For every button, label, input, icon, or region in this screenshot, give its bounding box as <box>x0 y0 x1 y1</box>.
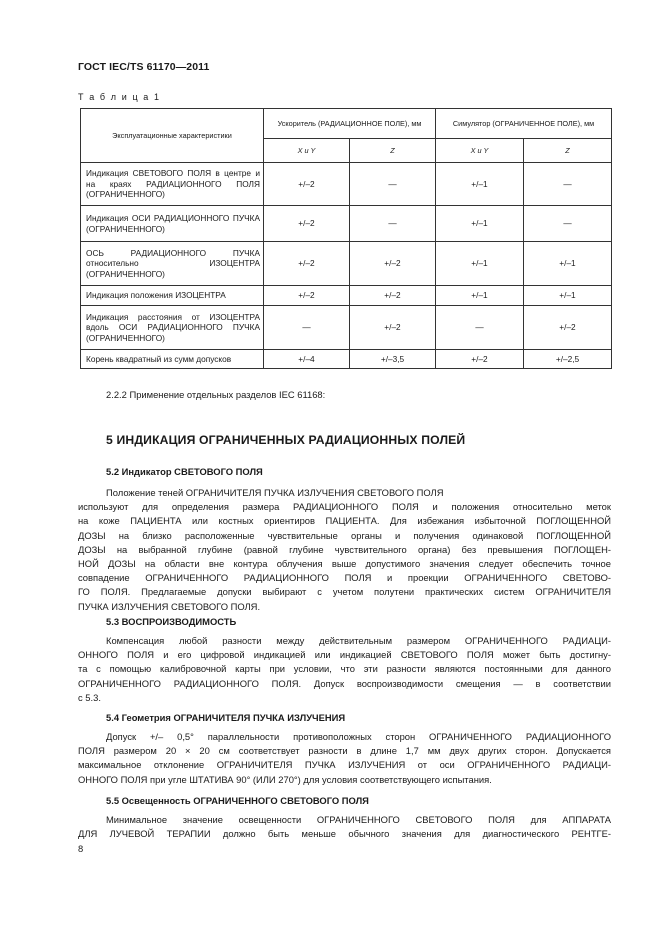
heading-5-4: 5.4 Геометрия ОГРАНИЧИТЕЛЯ ПУЧКА ИЗЛУЧЕНИЯ <box>106 712 346 723</box>
table-row <box>81 206 612 242</box>
row-label: Индикация СВЕТОВОГО ПОЛЯ в центре и на краях РАДИАЦИОННОГО ПОЛЯ (ОГРАНИЧЕННОГО) <box>81 163 264 206</box>
subheader-z: Z <box>350 139 436 163</box>
text-line: ДОЗЫ на выбранной глубине (равной глубине чувствительного органа) без превышения ПОГЛОЩЕН- <box>78 543 611 555</box>
cell-value: — <box>436 306 524 350</box>
cell-value: — <box>264 306 350 350</box>
text-line: Компенсация любой разности между действительным размером ОГРАНИЧЕННОГО РАДИАЦИ- <box>106 635 611 646</box>
table-row <box>81 350 612 369</box>
text-line: Допуск +/– 0,5° параллельности противоположных сторон ОГРАНИЧЕННОГО РАДИАЦИОННОГО <box>106 731 611 742</box>
cell-value: +/–3,5 <box>350 350 436 369</box>
text-line: Положение теней ОГРАНИЧИТЕЛЯ ПУЧКА ИЗЛУЧЕНИЯ СВЕТОВОГО ПОЛЯ <box>106 487 444 498</box>
table-row <box>81 242 612 286</box>
cell-value: +/–2 <box>436 350 524 369</box>
section-5-3-body <box>78 634 611 705</box>
cell-value: +/–2 <box>264 163 350 206</box>
cell-value: +/–4 <box>264 350 350 369</box>
cell-value: +/–1 <box>436 242 524 286</box>
cell-value: +/–1 <box>436 206 524 242</box>
section-5-5-body <box>78 813 611 841</box>
text-line: ОННОГО ПОЛЯ и его цифровой индикацией или индикацией СВЕТОВОГО ПОЛЯ может быть достигну- <box>78 649 611 661</box>
cell-value: +/–1 <box>524 286 612 306</box>
heading-5-2: 5.2 Индикатор СВЕТОВОГО ПОЛЯ <box>106 466 263 477</box>
text-line: используют для определения размера РАДИАЦИОННОГО ПОЛЯ и положения относительно меток <box>78 501 611 513</box>
row-label: ОСЬ РАДИАЦИОННОГО ПУЧКА относительно ИЗОЦЕНТРА (ОГРАНИЧЕННОГО) <box>81 242 264 286</box>
text-line: ДЛЯ ЛУЧЕВОЙ ТЕРАПИИ должно быть меньше обычного значения для диагностического РЕНТГЕ- <box>78 828 611 840</box>
text-line: та с помощью калибровочной карты при условии, что эти разности являются постоянными для данного <box>78 663 611 675</box>
section-5-2-body <box>78 486 611 614</box>
cell-value: — <box>524 163 612 206</box>
standard-header: ГОСТ IEC/TS 61170—2011 <box>78 61 210 73</box>
table-row <box>81 163 612 206</box>
row-label: Индикация расстояния от ИЗОЦЕНТРА вдоль ОСИ РАДИАЦИОННОГО ПУЧКА (ОГРАНИЧЕННОГО) <box>81 306 264 350</box>
cell-value: — <box>524 206 612 242</box>
cell-value: — <box>350 163 436 206</box>
subheader-xy: X и Y <box>436 139 524 163</box>
tolerance-table <box>80 108 612 369</box>
heading-5-3: 5.3 ВОСПРОИЗВОДИМОСТЬ <box>106 616 237 627</box>
header-characteristics: Эксплуатационные характеристики <box>81 109 264 163</box>
text-line: ПОЛЯ размером 20 × 20 см соответствует разности в длине 1,7 мм двух других сторон. Допускается <box>78 745 611 757</box>
subheader-z: Z <box>524 139 612 163</box>
text-line: ПУЧКА ИЗЛУЧЕНИЯ СВЕТОВОГО ПОЛЯ. <box>78 600 261 612</box>
heading-5-5: 5.5 Освещенность ОГРАНИЧЕННОГО СВЕТОВОГО ПОЛЯ <box>106 795 369 806</box>
cell-value: +/–1 <box>524 242 612 286</box>
cell-value: — <box>350 206 436 242</box>
table-row <box>81 306 612 350</box>
text-line: совпадение ОГРАНИЧЕННОГО РАДИАЦИОННОГО ПОЛЯ и проекции ОГРАНИЧЕННОГО СВЕТОВО- <box>78 572 611 584</box>
cell-value: +/–2,5 <box>524 350 612 369</box>
text-line: максимальное отклонение ОГРАНИЧИТЕЛЯ ПУЧКА ИЗЛУЧЕНИЯ от оси ОГРАНИЧЕННОГО РАДИАЦИ- <box>78 759 611 771</box>
header-accelerator: Ускоритель (РАДИАЦИОННОЕ ПОЛЕ), мм <box>264 109 436 139</box>
row-label: Индикация ОСИ РАДИАЦИОННОГО ПУЧКА (ОГРАНИЧЕННОГО) <box>81 206 264 242</box>
text-line: ОННОГО ПОЛЯ при угле ШТАТИВА 90° (ИЛИ 270°) для условия соответствующего испытания. <box>78 773 492 785</box>
cell-value: +/–1 <box>436 286 524 306</box>
row-label: Корень квадратный из сумм допусков <box>81 350 264 369</box>
header-simulator: Симулятор (ОГРАНИЧЕННОЕ ПОЛЕ), мм <box>436 109 612 139</box>
section-5-4-body <box>78 730 611 787</box>
text-line: на коже ПАЦИЕНТА или костных ориентиров ПАЦИЕНТА. Для избежания избыточной ПОГЛОЩЕННОЙ <box>78 515 611 527</box>
cell-value: +/–2 <box>350 286 436 306</box>
text-line: Минимальное значение освещенности ОГРАНИЧЕННОГО СВЕТОВОГО ПОЛЯ для АППАРАТА <box>106 814 611 825</box>
text-line: с 5.3. <box>78 691 101 703</box>
text-line: ДОЗЫ на близко расположенные чувствительные органы и получения одинаковой ПОГЛОЩЕННОЙ <box>78 529 611 541</box>
section-5-title: 5 ИНДИКАЦИЯ ОГРАНИЧЕННЫХ РАДИАЦИОННЫХ ПОЛЕЙ <box>106 433 466 447</box>
cell-value: +/–2 <box>350 306 436 350</box>
cell-value: +/–2 <box>264 286 350 306</box>
table-row <box>81 286 612 306</box>
text-line: ОГРАНИЧЕННОГО РАДИАЦИОННОГО ПОЛЯ. Допуск воспроизводимости смещения — в соответствии <box>78 677 611 689</box>
subheader-xy: X и Y <box>264 139 350 163</box>
cell-value: +/–2 <box>264 242 350 286</box>
table-caption: Т а б л и ц а 1 <box>78 92 161 102</box>
text-line: НОЙ ДОЗЫ на области вне контура облучения выше допустимого значения следует обеспечить точное <box>78 558 611 570</box>
cell-value: +/–1 <box>436 163 524 206</box>
text-line: ГО ПОЛЯ. Предлагаемые допуски выбирают с учетом полутени практических систем ОГРАНИЧИТЕЛЯ <box>78 586 611 598</box>
cell-value: +/–2 <box>264 206 350 242</box>
cell-value: +/–2 <box>350 242 436 286</box>
row-label: Индикация положения ИЗОЦЕНТРА <box>81 286 264 306</box>
cell-value: +/–2 <box>524 306 612 350</box>
page-number: 8 <box>78 843 84 854</box>
paragraph-2-2-2: 2.2.2 Применение отдельных разделов IEC 61168: <box>106 389 326 400</box>
